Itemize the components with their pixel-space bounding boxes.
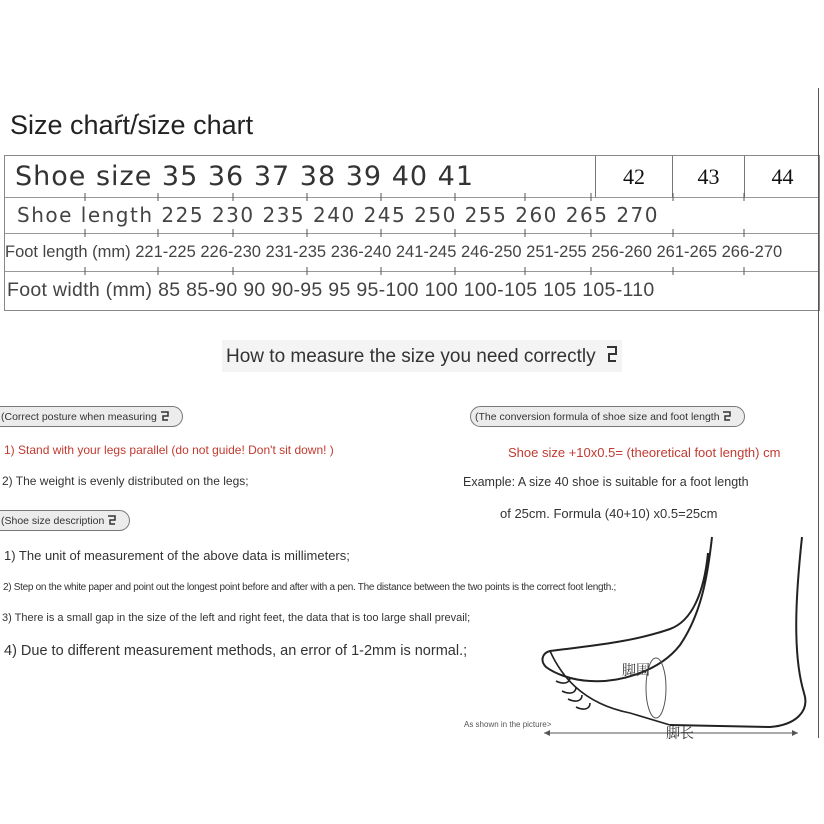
shoe-size-value: 39 [345, 161, 383, 192]
shoe-size-value: 40 [391, 161, 429, 192]
description-line-1: 1) The unit of measurement of the above data is millimeters; [4, 548, 350, 563]
measure-subtitle [226, 344, 619, 368]
foot-width-value: 95 [328, 279, 351, 301]
foot-width-value: 90 [243, 279, 266, 301]
foot-diagram [520, 533, 820, 743]
shoe-size-value: 43 [672, 156, 744, 197]
shoe-length-value: 240 [313, 203, 356, 227]
shoe-size-cell [15, 156, 600, 197]
shoe-length-cell [17, 197, 659, 233]
posture-tag-label: (Correct posture when measuring [1, 411, 157, 423]
foot-width-value: 90-95 [271, 279, 323, 301]
bracket-icon [605, 344, 619, 366]
shoe-length-value: 245 [363, 203, 407, 227]
shoe-size-value: 42 [595, 156, 672, 197]
foot-width-value: 105 [543, 279, 577, 301]
shoe-length-value: 265 [565, 203, 609, 227]
foot-length-label: 脚长 [666, 726, 694, 742]
subtitle-text: How to measure the size you need correctly [226, 346, 596, 367]
posture-line-1: 1) Stand with your legs parallel (do not guide! Don't sit down! ) [4, 443, 334, 457]
size-chart-table [4, 155, 820, 311]
description-line-3: 3) There is a small gap in the size of the left and right feet, the data that is too large shall prevail; [2, 612, 471, 624]
shoe-size-label: Shoe size [15, 161, 153, 192]
posture-tag [0, 406, 183, 427]
bracket-icon [160, 410, 170, 422]
shoe-size-value: 35 [161, 161, 199, 192]
shoe-size-row [5, 156, 819, 198]
shoe-length-value: 270 [616, 203, 659, 227]
foot-length-cell [5, 233, 782, 271]
foot-width-value: 105-110 [582, 279, 655, 301]
shoe-size-value: 44 [744, 156, 820, 197]
bracket-icon [722, 410, 732, 422]
foot-circumference-label: 脚围 [622, 663, 650, 679]
foot-length-value: 241-245 [395, 242, 457, 261]
foot-length-label: Foot length (mm) [5, 242, 131, 261]
shoe-size-value: 37 [253, 161, 291, 192]
conversion-formula: Shoe size +10x0.5= (theoretical foot length) cm [508, 445, 781, 460]
foot-width-value: 100-105 [463, 279, 538, 301]
description-line-4: 4) Due to different measurement methods, an error of 1-2mm is normal.; [4, 643, 468, 659]
shoe-length-value: 260 [515, 203, 558, 227]
foot-length-value: 256-260 [591, 242, 652, 261]
shoe-size-value: 38 [299, 161, 337, 192]
page-title: Size chart/size chart [10, 110, 254, 140]
shoe-length-label: Shoe length [17, 203, 154, 227]
conversion-tag-label: (The conversion formula of shoe size and foot length [475, 411, 720, 423]
foot-length-value: 221-225 [135, 242, 196, 261]
bracket-icon [107, 514, 117, 526]
foot-width-value: 95-100 [356, 279, 419, 301]
shoe-length-value: 235 [262, 203, 306, 227]
conversion-example-2: of 25cm. Formula (40+10) x0.5=25cm [500, 506, 718, 521]
description-tag-label: (Shoe size description [1, 515, 105, 527]
foot-width-label: Foot width (mm) [7, 279, 153, 301]
foot-length-value: 266-270 [721, 242, 783, 261]
foot-length-value: 261-265 [656, 242, 718, 261]
foot-heel [670, 537, 805, 727]
foot-length-value: 251-255 [526, 242, 587, 261]
conversion-example-1: Example: A size 40 shoe is suitable for a foot length [463, 475, 749, 489]
shoe-size-value: 36 [207, 161, 245, 192]
diagram-caption: As shown in the picture> [464, 720, 552, 729]
description-line-2: 2) Step on the white paper and point out the longest point before and after with a pen. The distance between the two points is the correct foot length.; [3, 582, 616, 593]
foot-width-value: 85 [158, 279, 181, 301]
foot-width-value: 100 [424, 279, 458, 301]
foot-length-value: 236-240 [330, 242, 392, 261]
foot-width-cell [7, 271, 654, 310]
shoe-length-value: 255 [464, 203, 508, 227]
foot-length-value: 246-250 [461, 242, 522, 261]
shoe-length-value: 225 [161, 203, 205, 227]
foot-length-value: 231-235 [265, 242, 327, 261]
foot-length-value: 226-230 [200, 242, 261, 261]
conversion-tag [470, 406, 745, 427]
foot-width-row [5, 271, 819, 310]
foot-width-value: 85-90 [186, 279, 238, 301]
shoe-length-value: 230 [211, 203, 255, 227]
shoe-size-value: 41 [437, 161, 474, 192]
foot-toes [550, 651, 670, 725]
description-tag [0, 510, 130, 531]
posture-line-2: 2) The weight is evenly distributed on the legs; [2, 474, 249, 488]
shoe-length-value: 250 [414, 203, 457, 227]
